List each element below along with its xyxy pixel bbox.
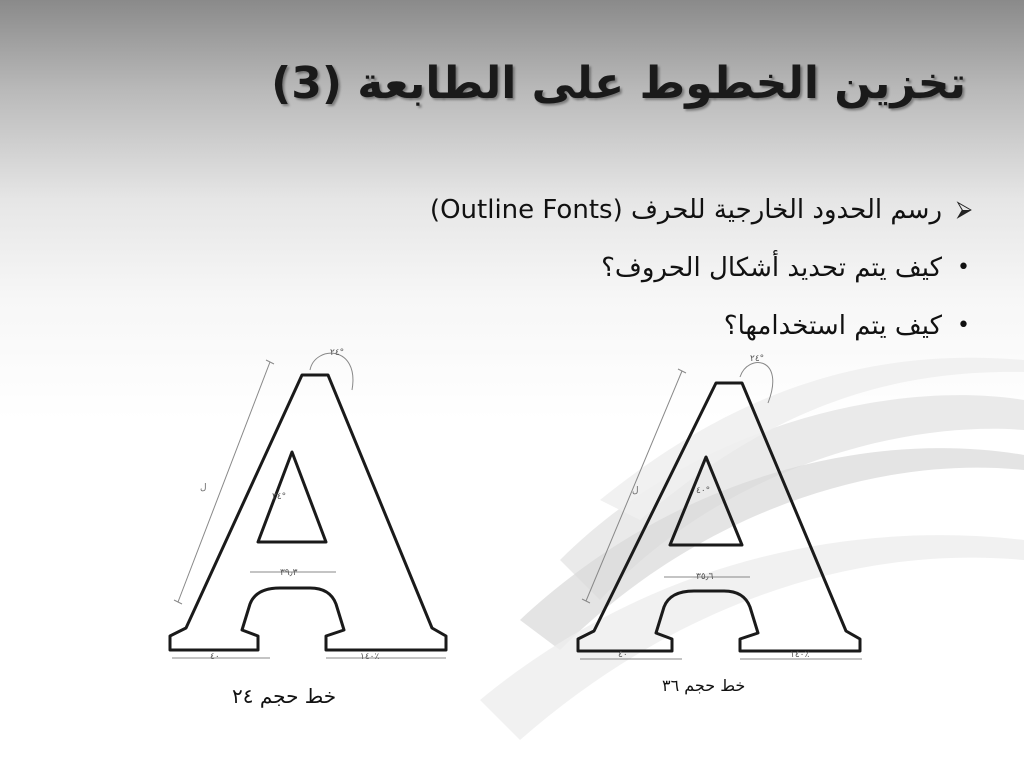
right-apex-angle: ٢٤° (750, 354, 765, 364)
bullet-text: كيف يتم استخدامها؟ (723, 311, 942, 341)
left-foot-left-dim: ٤٠ (210, 652, 220, 662)
left-crossbar-dim: ٣٩٫٣ (280, 568, 298, 578)
dot-icon: • (957, 255, 970, 280)
right-foot-left-dim: ٤٠ (618, 650, 628, 660)
inner-counter (258, 452, 326, 542)
inner-counter (670, 457, 742, 545)
outer-outline (578, 383, 860, 651)
outer-outline (170, 375, 446, 650)
bullet-text: رسم الحدود الخارجية للحرف (Outline Fonts) (429, 195, 942, 225)
right-crossbar-dim: ٣٥٫٦ (696, 572, 714, 582)
left-foot-right-dim: ١٤٠٪ (360, 652, 380, 662)
right-foot-right-dim: ١٤٠٪ (790, 650, 810, 660)
right-counter-angle: ٤٠° (696, 486, 711, 496)
outline-letter-a-24-figure (160, 340, 460, 680)
dim-side-label: ل (200, 483, 207, 493)
bullet-item-shapes (142, 248, 970, 306)
arrow-check-icon: ⮚ (956, 197, 972, 222)
left-figure-caption: خط حجم ٢٤ (232, 684, 337, 708)
dim-side-label: ل (632, 486, 639, 496)
slide-title: تخزين الخطوط على الطابعة (3) (271, 58, 966, 109)
bullet-text: كيف يتم تحديد أشكال الحروف؟ (601, 253, 942, 283)
right-figure-caption: خط حجم ٣٦ (662, 676, 746, 695)
bullet-item-outline-fonts (142, 190, 972, 248)
outline-letter-a-36-figure (570, 345, 880, 675)
left-counter-angle: ٢٤° (272, 492, 287, 502)
left-apex-angle: ٢٤° (330, 348, 345, 358)
bullet-list (142, 190, 972, 364)
dot-icon: • (957, 313, 970, 338)
